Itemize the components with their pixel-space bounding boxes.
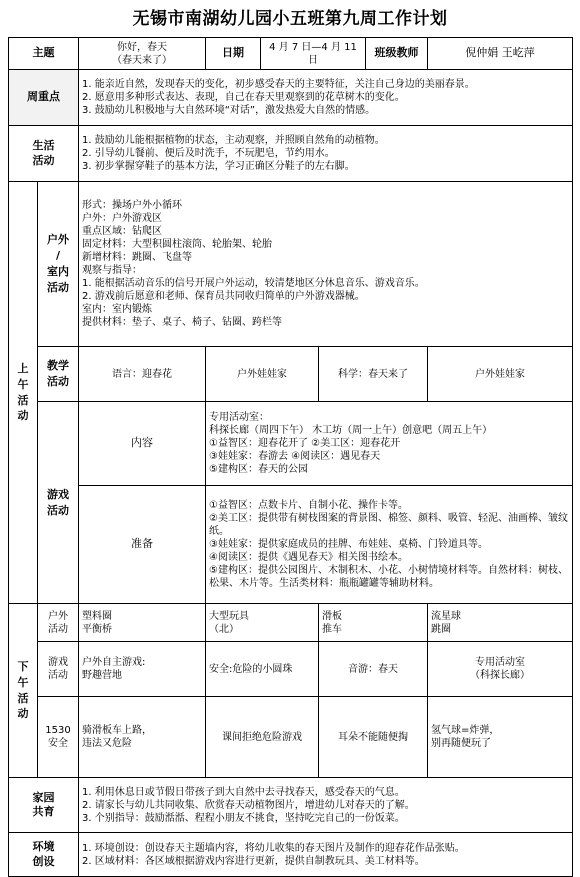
home-school-label	[9, 778, 79, 833]
afternoon-row-label-2: 安全	[48, 738, 68, 749]
outdoor-line: 室内：室内锻炼	[82, 304, 152, 315]
afternoon-cell	[79, 697, 206, 778]
teaching-item: 科学：春天来了	[319, 347, 428, 402]
outdoor-label-part: 室内	[47, 265, 69, 278]
morning-label-char: 动	[17, 409, 29, 423]
afternoon-cell-line: 大型玩具	[209, 610, 249, 622]
afternoon-row-label	[38, 697, 79, 778]
morning-label-char: 活	[17, 393, 29, 407]
home-line: 2. 请家长与幼儿共同收集、欣赏春天动植物图片，增进幼儿对春天的了解。	[82, 799, 415, 811]
outdoor-line: 1. 能根据活动音乐的信号开展户外运动，较清楚地区分休息音乐、游戏音乐。	[82, 278, 425, 289]
afternoon-cell-line: 户外自主游戏:	[82, 657, 146, 668]
daily-life-line: 1. 鼓励幼儿能根据植物的状态，主动观察，并照顾自然角的动植物。	[82, 135, 385, 146]
games-prep-content	[206, 486, 573, 604]
teacher-label: 班级教师	[366, 38, 428, 70]
afternoon-cell-line: 专用活动室	[475, 657, 526, 668]
weekly-focus-line: 3. 鼓励幼儿积极地与大自然环境“对话”，激发热爱大自然的情感。	[82, 105, 376, 116]
afternoon-cell-line: 违法又危险	[82, 738, 132, 749]
afternoon-label-char: 活	[17, 691, 29, 705]
teaching-label-2: 活动	[47, 375, 69, 388]
home-school-content	[79, 778, 573, 833]
afternoon-cell: 安全:危险的小圆珠	[206, 642, 319, 697]
home-line: 1. 利用休息日或节假日带孩子到大自然中去寻找春天，感受春天的气息。	[82, 786, 405, 798]
theme-value-line-2: （春天来了）	[112, 54, 172, 66]
afternoon-cell: 耳朵不能随便掏	[319, 697, 428, 778]
afternoon-row-label	[38, 604, 79, 642]
afternoon-cell-line: 野趣营地	[82, 670, 122, 681]
weekly-focus-label: 周重点	[9, 70, 79, 126]
games-label-1: 游戏	[47, 487, 69, 501]
teaching-label-1: 教学	[47, 359, 69, 373]
date-value: 4 月 7 日—4 月 11 日	[261, 38, 366, 70]
outdoor-line: 新增材料：跳圈、飞盘等	[82, 252, 192, 263]
outdoor-line: 户外：户外游戏区	[82, 213, 162, 224]
daily-life-label-1: 生活	[32, 139, 55, 153]
outdoor-label-part: /	[55, 249, 61, 263]
teaching-label	[38, 347, 79, 402]
games-content-line: ⑤建构区：春天的公园	[209, 464, 308, 475]
outdoor-content	[79, 182, 573, 347]
afternoon-cell-line: （科探长廊）	[470, 670, 531, 681]
afternoon-label-char: 动	[17, 707, 29, 721]
afternoon-cell-line: 平衡桥	[82, 623, 112, 635]
environment-line: 1. 环境创设：创设春天主题墙内容，将幼儿收集的春天图片及制作的迎春花作品张贴。	[82, 842, 465, 854]
games-prep-line: ④阅读区：提供《遇见春天》相关图书绘本。	[209, 552, 408, 563]
teaching-item: 语言：迎春花	[79, 347, 206, 402]
home-line: 3. 个别指导：鼓励湉湉、程程小朋友不挑食，坚持吃完自己的一份饭菜。	[82, 812, 405, 824]
environment-label	[9, 833, 79, 877]
afternoon-cell	[79, 642, 206, 697]
home-label-1: 家园	[32, 790, 55, 804]
daily-life-content	[79, 126, 573, 182]
afternoon-cell-line: 滑板	[322, 610, 342, 622]
afternoon-cell	[428, 604, 573, 642]
afternoon-row-label-2: 活动	[48, 670, 68, 681]
afternoon-row-label	[38, 642, 79, 697]
outdoor-line: 重点区域：钻爬区	[82, 226, 162, 237]
afternoon-row-label-1: 1530	[45, 725, 71, 736]
teaching-item: 户外娃娃家	[206, 347, 319, 402]
morning-label-char: 上	[17, 361, 29, 375]
games-content	[206, 402, 573, 486]
weekly-focus-line: 2. 愿意用多种形式表达、表现，自己在春天里观察到的花草树木的变化。	[82, 92, 405, 103]
afternoon-cell-line: 流星球	[431, 610, 462, 622]
theme-value-line-1: 你好，春天	[117, 41, 167, 53]
games-label	[38, 402, 79, 604]
environment-content	[79, 833, 573, 877]
games-prep-line: ⑤建构区：提供公园图片、木制积木、小花、小树情境材料等。自然材料：树枝、松果、木片等。生活类材料：瓶瓶罐罐等辅助材料。	[209, 565, 568, 589]
games-prep-label: 准备	[79, 486, 206, 604]
games-content-line: 科探长廊（周四下午） 木工坊（周一上午）创意吧（周五上午）	[209, 425, 493, 436]
afternoon-cell: 音游：春天	[319, 642, 428, 697]
afternoon-cell-line: 跳圈	[431, 623, 452, 635]
outdoor-label-part: 户外	[47, 233, 69, 247]
afternoon-cell: 课间拒绝危险游戏	[206, 697, 319, 778]
weekly-plan-table	[8, 37, 573, 877]
home-label-2: 共育	[32, 805, 55, 818]
afternoon-cell	[428, 642, 573, 697]
afternoon-row-label-1: 游戏	[48, 657, 68, 668]
games-content-line: ①益智区：迎春花开了 ②美工区：迎春花开	[209, 438, 401, 449]
daily-life-label-2: 活动	[32, 153, 55, 167]
outdoor-line: 2. 游戏前后愿意和老师、保育员共同收归简单的户外游戏器械。	[82, 291, 365, 302]
afternoon-cell-line: 塑料圈	[82, 610, 112, 622]
outdoor-line: 提供材料：垫子、桌子、椅子、钻圈、跨栏等	[82, 317, 282, 328]
games-prep-line: ③娃娃家：提供家庭成员的挂牌、布娃娃、桌椅、门铃道具等。	[209, 539, 488, 550]
environment-label-2: 创设	[32, 854, 55, 868]
morning-section-label	[9, 182, 38, 604]
afternoon-section-label	[9, 604, 38, 778]
teaching-item: 户外娃娃家	[428, 347, 573, 402]
daily-life-line: 2. 引导幼儿餐前、便后及时洗手，不玩肥皂，节约用水。	[82, 148, 335, 159]
afternoon-cell-line: 推车	[322, 623, 342, 635]
theme-value	[79, 38, 206, 70]
afternoon-cell	[206, 604, 319, 642]
afternoon-row-label-1: 户外	[48, 610, 68, 622]
afternoon-cell	[428, 697, 573, 778]
theme-label: 主题	[9, 38, 79, 70]
page-title: 无锡市南湖幼儿园小五班第九周工作计划	[132, 9, 448, 29]
afternoon-cell-line: （北）	[209, 623, 239, 635]
afternoon-label-char: 下	[17, 659, 29, 673]
afternoon-cell-line: 别再随便玩了	[431, 738, 492, 749]
afternoon-cell-line: 氢气球=炸弹，	[431, 725, 500, 736]
outdoor-label	[38, 182, 79, 347]
games-prep-line: ②美工区：提供带有树枝图案的背景图、棉签、颜料、吸管、轻泥、油画棒、皱纹纸。	[209, 513, 568, 537]
weekly-focus-line: 1. 能亲近自然，发现春天的变化，初步感受春天的主要特征，关注自己身边的美丽春景。	[82, 79, 475, 90]
games-prep-line: ①益智区：点数卡片、自制小花、操作卡等。	[209, 500, 408, 511]
date-label: 日期	[206, 38, 261, 70]
outdoor-label-part: 活动	[47, 280, 69, 294]
environment-label-1: 环境	[32, 840, 55, 854]
games-content-line: ③娃娃家：春游去 ④阅读区：遇见春天	[209, 451, 381, 462]
afternoon-label-char: 午	[17, 675, 29, 689]
games-label-2: 活动	[47, 503, 69, 517]
games-content-line: 专用活动室：	[209, 412, 269, 423]
afternoon-cell	[319, 604, 428, 642]
afternoon-row-label-2: 活动	[48, 623, 68, 635]
outdoor-line: 观察与指导：	[82, 265, 142, 276]
outdoor-line: 形式：操场户外小循环	[82, 200, 182, 211]
morning-label-char: 午	[17, 377, 29, 391]
teacher-value: 倪仲娟 王屹萍	[428, 38, 573, 70]
daily-life-label	[9, 126, 79, 182]
afternoon-cell	[79, 604, 206, 642]
environment-line: 2. 区域材料：各区域根据游戏内容进行更新，提供自制教玩具、美工材料等。	[82, 855, 425, 867]
daily-life-line: 3. 初步掌握穿鞋子的基本方法，学习正确区分鞋子的左右脚。	[82, 161, 355, 172]
afternoon-cell-line: 骑滑板车上路，	[82, 725, 152, 736]
outdoor-line: 固定材料：大型积圆柱滚筒、轮胎架、轮胎	[82, 239, 272, 250]
weekly-focus-content	[79, 70, 573, 126]
games-content-label: 内容	[79, 402, 206, 486]
